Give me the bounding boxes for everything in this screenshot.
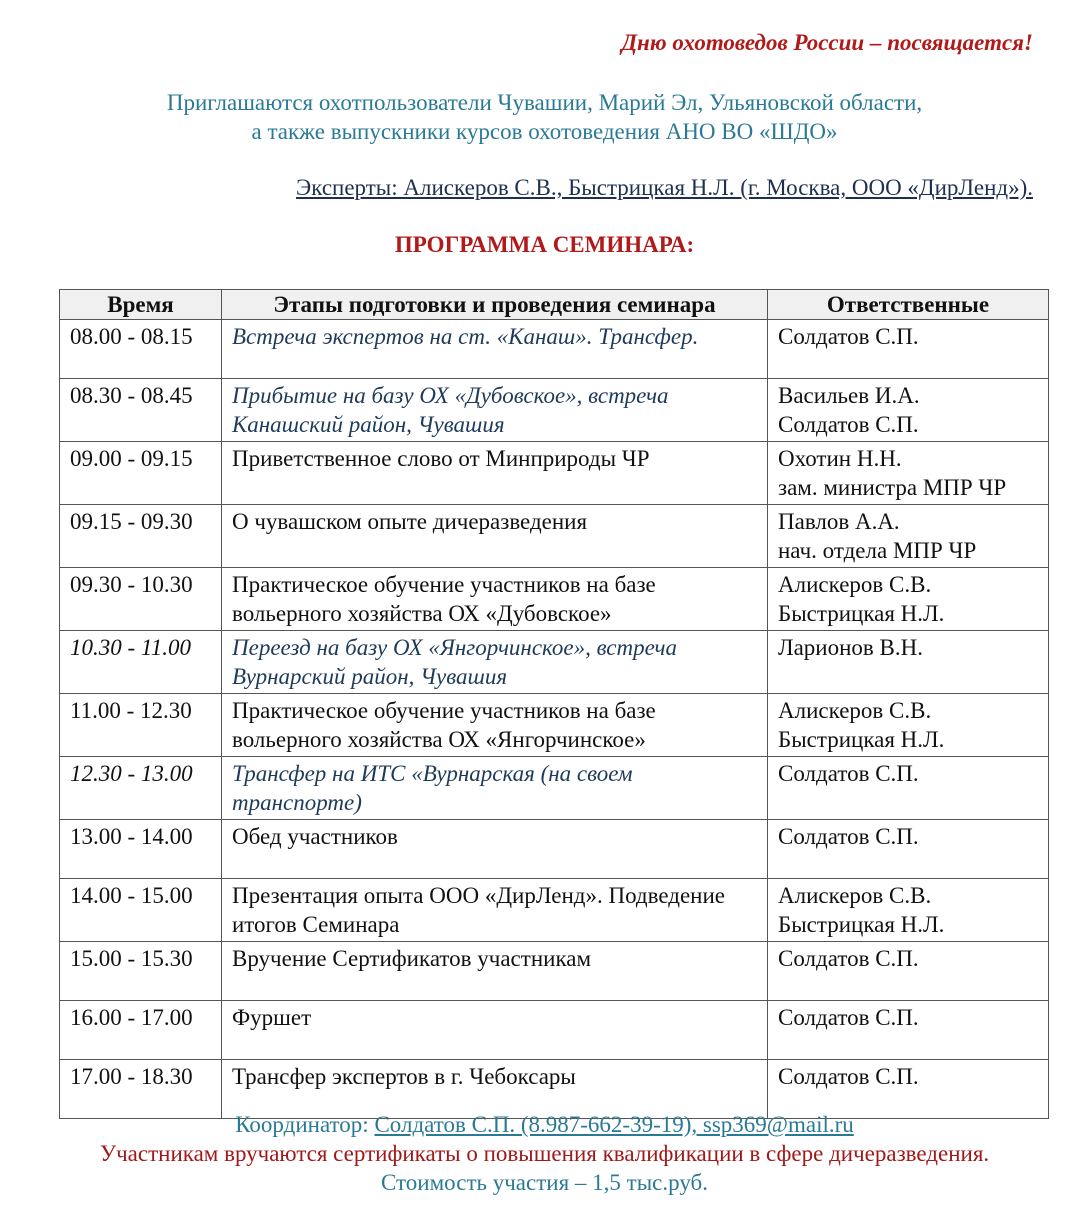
table-row	[60, 942, 1049, 1001]
responsible-cell	[768, 694, 1049, 757]
responsible-person: Солдатов С.П.	[778, 946, 919, 971]
stage-cell: Трансфер экспертов в г. Чебоксары	[222, 1060, 768, 1119]
time-cell: 09.30 - 10.30	[60, 568, 222, 631]
time-cell: 10.30 - 11.00	[60, 631, 222, 694]
table-header-row	[60, 290, 1049, 320]
stage-cell: Встреча экспертов на ст. «Канаш». Трансфер.	[222, 320, 768, 379]
time-cell: 16.00 - 17.00	[60, 1001, 222, 1060]
time-cell: 15.00 - 15.30	[60, 942, 222, 1001]
stage-cell: Практическое обучение участников на базе вольерного хозяйства ОХ «Дубовское»	[222, 568, 768, 631]
table-row	[60, 568, 1049, 631]
stage-cell: Прибытие на базу ОХ «Дубовское», встреча Канашский район, Чувашия	[222, 379, 768, 442]
experts-line: Эксперты: Алискеров С.В., Быстрицкая Н.Л. (г. Москва, ООО «ДирЛенд»).	[296, 175, 1033, 200]
table-row	[60, 379, 1049, 442]
table-row	[60, 879, 1049, 942]
responsible-person: Васильев И.А.	[778, 383, 920, 408]
responsible-person: Солдатов С.П.	[778, 324, 919, 349]
table-row	[60, 320, 1049, 379]
responsible-cell	[768, 379, 1049, 442]
time-cell: 17.00 - 18.30	[60, 1060, 222, 1119]
responsible-person: Быстрицкая Н.Л.	[778, 912, 945, 937]
responsible-cell	[768, 568, 1049, 631]
responsible-person: Солдатов С.П.	[778, 824, 919, 849]
program-table	[59, 289, 1049, 1119]
responsible-person: Быстрицкая Н.Л.	[778, 727, 945, 752]
invitation-line: Приглашаются охотпользователи Чувашии, Марий Эл, Ульяновской области,	[166, 90, 923, 115]
program-title: ПРОГРАММА СЕМИНАРА:	[394, 232, 695, 257]
stage-cell: Практическое обучение участников на базе вольерного хозяйства ОХ «Янгорчинское»	[222, 694, 768, 757]
responsible-person: Алискеров С.В.	[778, 883, 932, 908]
responsible-cell	[768, 1001, 1049, 1060]
cost-note: Стоимость участия – 1,5 тыс.руб.	[381, 1170, 708, 1195]
time-cell: 08.30 - 08.45	[60, 379, 222, 442]
header-stage: Этапы подготовки и проведения семинара	[222, 290, 768, 320]
responsible-cell	[768, 942, 1049, 1001]
stage-cell: О чувашском опыте дичеразведения	[222, 505, 768, 568]
table-row	[60, 757, 1049, 820]
stage-cell: Приветственное слово от Минприроды ЧР	[222, 442, 768, 505]
table-row	[60, 1001, 1049, 1060]
time-cell: 08.00 - 08.15	[60, 320, 222, 379]
time-cell: 09.00 - 09.15	[60, 442, 222, 505]
stage-cell: Обед участников	[222, 820, 768, 879]
footer	[0, 1110, 1089, 1197]
responsible-person: Алискеров С.В.	[778, 698, 932, 723]
table-row	[60, 505, 1049, 568]
table-row	[60, 694, 1049, 757]
table-row	[60, 442, 1049, 505]
stage-cell: Презентация опыта ООО «ДирЛенд». Подведение итогов Семинара	[222, 879, 768, 942]
responsible-person: Павлов А.А.	[778, 509, 900, 534]
time-cell: 09.15 - 09.30	[60, 505, 222, 568]
dedication-heading: Дню охотоведов России – посвящается!	[621, 30, 1033, 55]
responsible-person: зам. министра МПР ЧР	[778, 475, 1007, 500]
responsible-cell	[768, 820, 1049, 879]
responsible-cell	[768, 757, 1049, 820]
stage-cell: Трансфер на ИТС «Вурнарская (на своем транспорте)	[222, 757, 768, 820]
responsible-person: Солдатов С.П.	[778, 1005, 919, 1030]
responsible-person: Солдатов С.П.	[778, 761, 919, 786]
header-responsible: Ответственные	[768, 290, 1049, 320]
certificates-note: Участникам вручаются сертификаты о повышения квалификации в сфере дичеразведения.	[99, 1141, 990, 1166]
responsible-cell	[768, 320, 1049, 379]
time-cell: 14.00 - 15.00	[60, 879, 222, 942]
responsible-person: нач. отдела МПР ЧР	[778, 538, 977, 563]
responsible-cell	[768, 442, 1049, 505]
invitation-text	[0, 88, 1089, 146]
responsible-person: Ларионов В.Н.	[778, 635, 923, 660]
invitation-line: а также выпускники курсов охотоведения АНО ВО «ШДО»	[251, 119, 838, 144]
responsible-person: Быстрицкая Н.Л.	[778, 601, 945, 626]
responsible-person: Солдатов С.П.	[778, 1064, 919, 1089]
time-cell: 13.00 - 14.00	[60, 820, 222, 879]
coordinator-label: Координатор:	[235, 1112, 375, 1137]
responsible-cell	[768, 505, 1049, 568]
stage-cell: Фуршет	[222, 1001, 768, 1060]
stage-cell: Вручение Сертификатов участникам	[222, 942, 768, 1001]
responsible-cell	[768, 879, 1049, 942]
table-row	[60, 631, 1049, 694]
responsible-cell	[768, 631, 1049, 694]
responsible-person: Алискеров С.В.	[778, 572, 932, 597]
table-row	[60, 820, 1049, 879]
coordinator-contact-link[interactable]: Солдатов С.П. (8.987-662-39-19), ssp369@mail.ru	[374, 1112, 854, 1137]
responsible-person: Охотин Н.Н.	[778, 446, 902, 471]
responsible-person: Солдатов С.П.	[778, 412, 919, 437]
stage-cell: Переезд на базу ОХ «Янгорчинское», встреча Вурнарский район, Чувашия	[222, 631, 768, 694]
time-cell: 11.00 - 12.30	[60, 694, 222, 757]
header-time: Время	[60, 290, 222, 320]
time-cell: 12.30 - 13.00	[60, 757, 222, 820]
